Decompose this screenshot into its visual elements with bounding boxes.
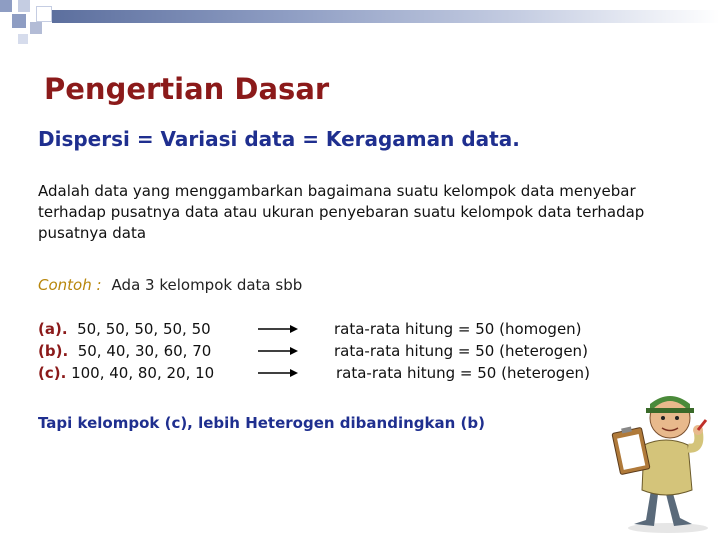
clipboard-man-icon	[606, 390, 716, 535]
group-row-b	[38, 342, 211, 360]
decor-square	[30, 22, 42, 34]
decor-square	[36, 6, 52, 22]
example-label: Contoh :	[38, 276, 102, 294]
decor-square	[18, 0, 30, 12]
slide-title: Pengertian Dasar	[44, 72, 330, 106]
group-key: (a).	[38, 320, 68, 338]
slide-subtitle: Dispersi = Variasi data = Keragaman data.	[38, 127, 520, 151]
arrow-right-icon	[258, 368, 298, 378]
example-text: Ada 3 kelompok data sbb	[111, 276, 303, 294]
group-key: (b).	[38, 342, 69, 360]
group-result: rata-rata hitung = 50 (heterogen)	[336, 364, 590, 382]
decor-square	[18, 34, 28, 44]
header-banner	[52, 10, 720, 23]
example-line	[38, 276, 302, 294]
group-values: 100, 40, 80, 20, 10	[71, 364, 215, 382]
conclusion-text: Tapi kelompok (c), lebih Heterogen dibandingkan (b)	[38, 414, 485, 432]
arrow-right-icon	[258, 324, 298, 334]
group-result: rata-rata hitung = 50 (homogen)	[334, 320, 582, 338]
group-values: 50, 40, 30, 60, 70	[77, 342, 212, 360]
decor-square	[0, 0, 12, 12]
decor-square	[12, 14, 26, 28]
group-result: rata-rata hitung = 50 (heterogen)	[334, 342, 588, 360]
arrow-right-icon	[258, 346, 298, 356]
group-values: 50, 50, 50, 50, 50	[77, 320, 211, 338]
definition-text: Adalah data yang menggambarkan bagaimana suatu kelompok data menyebar terhadap pusatnya data atau ukuran penyebaran suatu kelompok data terhadap pusatnya data	[38, 182, 645, 242]
group-key: (c).	[38, 364, 67, 382]
group-row-a	[38, 320, 211, 338]
group-row-c	[38, 364, 214, 382]
